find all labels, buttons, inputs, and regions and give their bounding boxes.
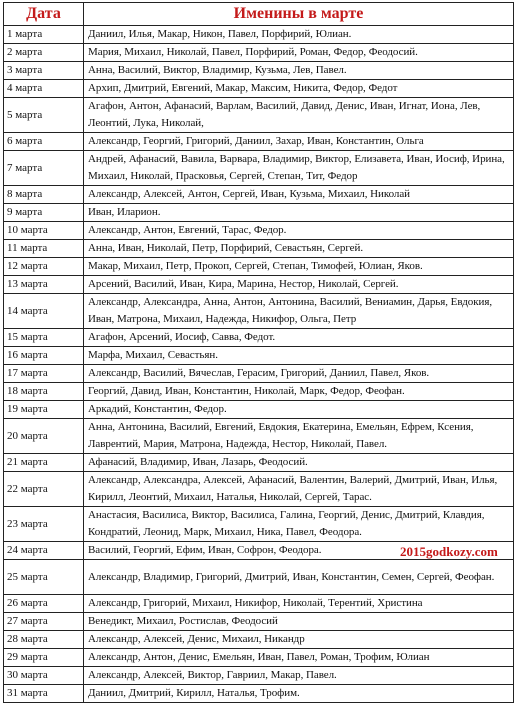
table-row xyxy=(4,454,514,472)
date-cell: 3 марта xyxy=(4,62,84,80)
table-row xyxy=(4,419,514,454)
date-cell: 6 марта xyxy=(4,133,84,151)
names-cell: Даниил, Илья, Макар, Никон, Павел, Порфирий, Юлиан. xyxy=(84,26,514,44)
names-cell: Александр, Василий, Вячеслав, Герасим, Григорий, Даниил, Павел, Яков. xyxy=(84,365,514,383)
names-cell: Агафон, Арсений, Иосиф, Савва, Федот. xyxy=(84,329,514,347)
names-cell: Андрей, Афанасий, Вавила, Варвара, Владимир, Виктор, Елизавета, Иван, Иосиф, Ирина, Михаил, Николай, Прасковья, Сергей, Степан, Тит, Федор xyxy=(84,151,514,186)
table-row xyxy=(4,365,514,383)
table-header-row xyxy=(4,3,514,26)
site-watermark: 2015godkozy.com xyxy=(400,544,498,559)
table-row xyxy=(4,631,514,649)
table-row xyxy=(4,294,514,329)
date-cell: 29 марта xyxy=(4,649,84,667)
table-row xyxy=(4,347,514,365)
date-cell: 8 марта xyxy=(4,186,84,204)
names-cell: Георгий, Давид, Иван, Константин, Николай, Марк, Федор, Феофан. xyxy=(84,383,514,401)
names-cell: Анастасия, Василиса, Виктор, Василиса, Галина, Георгий, Денис, Дмитрий, Клавдия, Кондратий, Леонид, Марк, Михаил, Ника, Павел, Феодора. xyxy=(84,507,514,542)
table-row xyxy=(4,26,514,44)
table-row xyxy=(4,151,514,186)
table-row xyxy=(4,276,514,294)
names-cell: Александр, Владимир, Григорий, Дмитрий, Иван, Константин, Семен, Сергей, Феофан. xyxy=(84,560,514,595)
date-cell: 26 марта xyxy=(4,595,84,613)
names-cell: Марфа, Михаил, Севастьян. xyxy=(84,347,514,365)
names-cell: Венедикт, Михаил, Ростислав, Феодосий xyxy=(84,613,514,631)
date-cell: 18 марта xyxy=(4,383,84,401)
header-date: Дата xyxy=(4,3,84,26)
date-cell: 21 марта xyxy=(4,454,84,472)
table-row xyxy=(4,329,514,347)
date-cell: 23 марта xyxy=(4,507,84,542)
date-cell: 11 марта xyxy=(4,240,84,258)
names-cell: Анна, Василий, Виктор, Владимир, Кузьма, Лев, Павел. xyxy=(84,62,514,80)
date-cell: 27 марта xyxy=(4,613,84,631)
names-cell: Анна, Иван, Николай, Петр, Порфирий, Севастьян, Сергей. xyxy=(84,240,514,258)
table-row xyxy=(4,667,514,685)
table-row xyxy=(4,685,514,703)
table-row xyxy=(4,613,514,631)
date-cell: 14 марта xyxy=(4,294,84,329)
table-row xyxy=(4,649,514,667)
table-row xyxy=(4,258,514,276)
date-cell: 13 марта xyxy=(4,276,84,294)
names-cell: Василий, Георгий, Ефим, Иван, Софрон, Феодора. xyxy=(84,542,514,560)
table-row xyxy=(4,98,514,133)
date-cell: 17 марта xyxy=(4,365,84,383)
date-cell: 4 марта xyxy=(4,80,84,98)
table-row xyxy=(4,44,514,62)
date-cell: 20 марта xyxy=(4,419,84,454)
table-row xyxy=(4,204,514,222)
date-cell: 9 марта xyxy=(4,204,84,222)
names-cell: Агафон, Антон, Афанасий, Варлам, Василий, Давид, Денис, Иван, Игнат, Иона, Лев, Леонтий, Лука, Николай, xyxy=(84,98,514,133)
table-row xyxy=(4,62,514,80)
names-cell: Александр, Антон, Денис, Емельян, Иван, Павел, Роман, Трофим, Юлиан xyxy=(84,649,514,667)
names-cell: Александр, Антон, Евгений, Тарас, Федор. xyxy=(84,222,514,240)
names-cell: Мария, Михаил, Николай, Павел, Порфирий, Роман, Федор, Феодосий. xyxy=(84,44,514,62)
names-cell: Александр, Александра, Анна, Антон, Антонина, Василий, Вениамин, Дарья, Евдокия, Иван, Матрона, Михаил, Надежда, Никифор, Ольга, Петр xyxy=(84,294,514,329)
date-cell: 5 марта xyxy=(4,98,84,133)
names-cell: Аркадий, Константин, Федор. xyxy=(84,401,514,419)
names-cell: Анна, Антонина, Василий, Евгений, Евдокия, Екатерина, Емельян, Ефрем, Ксения, Лаврентий, Мария, Матрона, Надежда, Нестор, Николай, Павел. xyxy=(84,419,514,454)
date-cell: 22 марта xyxy=(4,472,84,507)
date-cell: 7 марта xyxy=(4,151,84,186)
names-cell: Даниил, Дмитрий, Кирилл, Наталья, Трофим. xyxy=(84,685,514,703)
table-row xyxy=(4,240,514,258)
table-row xyxy=(4,472,514,507)
date-cell: 24 марта xyxy=(4,542,84,560)
table-row xyxy=(4,133,514,151)
names-cell: Арсений, Василий, Иван, Кира, Марина, Нестор, Николай, Сергей. xyxy=(84,276,514,294)
table-row xyxy=(4,560,514,595)
table-row xyxy=(4,401,514,419)
table-row xyxy=(4,186,514,204)
names-cell: Макар, Михаил, Петр, Прокоп, Сергей, Степан, Тимофей, Юлиан, Яков. xyxy=(84,258,514,276)
date-cell: 12 марта xyxy=(4,258,84,276)
names-cell: Иван, Иларион. xyxy=(84,204,514,222)
table-row xyxy=(4,80,514,98)
names-cell: Александр, Алексей, Денис, Михаил, Никандр xyxy=(84,631,514,649)
date-cell: 2 марта xyxy=(4,44,84,62)
date-cell: 28 марта xyxy=(4,631,84,649)
names-cell: Александр, Алексей, Антон, Сергей, Иван, Кузьма, Михаил, Николай xyxy=(84,186,514,204)
names-cell: Афанасий, Владимир, Иван, Лазарь, Феодосий. xyxy=(84,454,514,472)
table-row xyxy=(4,222,514,240)
date-cell: 19 марта xyxy=(4,401,84,419)
names-cell: Александр, Александра, Алексей, Афанасий, Валентин, Валерий, Дмитрий, Иван, Илья, Кирилл, Леонтий, Михаил, Наталья, Николай, Сергей, Тарас. xyxy=(84,472,514,507)
date-cell: 25 марта xyxy=(4,560,84,595)
names-cell: Архип, Дмитрий, Евгений, Макар, Максим, Никита, Федор, Федот xyxy=(84,80,514,98)
name-days-table xyxy=(3,2,514,703)
date-cell: 15 марта xyxy=(4,329,84,347)
date-cell: 30 марта xyxy=(4,667,84,685)
table-row xyxy=(4,507,514,542)
names-cell: Александр, Алексей, Виктор, Гавриил, Макар, Павел. xyxy=(84,667,514,685)
table-row xyxy=(4,383,514,401)
header-names: Именины в марте xyxy=(84,3,514,26)
date-cell: 16 марта xyxy=(4,347,84,365)
date-cell: 10 марта xyxy=(4,222,84,240)
date-cell: 31 марта xyxy=(4,685,84,703)
date-cell: 1 марта xyxy=(4,26,84,44)
names-cell: Александр, Георгий, Григорий, Даниил, Захар, Иван, Константин, Ольга xyxy=(84,133,514,151)
names-cell: Александр, Григорий, Михаил, Никифор, Николай, Терентий, Христина xyxy=(84,595,514,613)
table-row xyxy=(4,595,514,613)
